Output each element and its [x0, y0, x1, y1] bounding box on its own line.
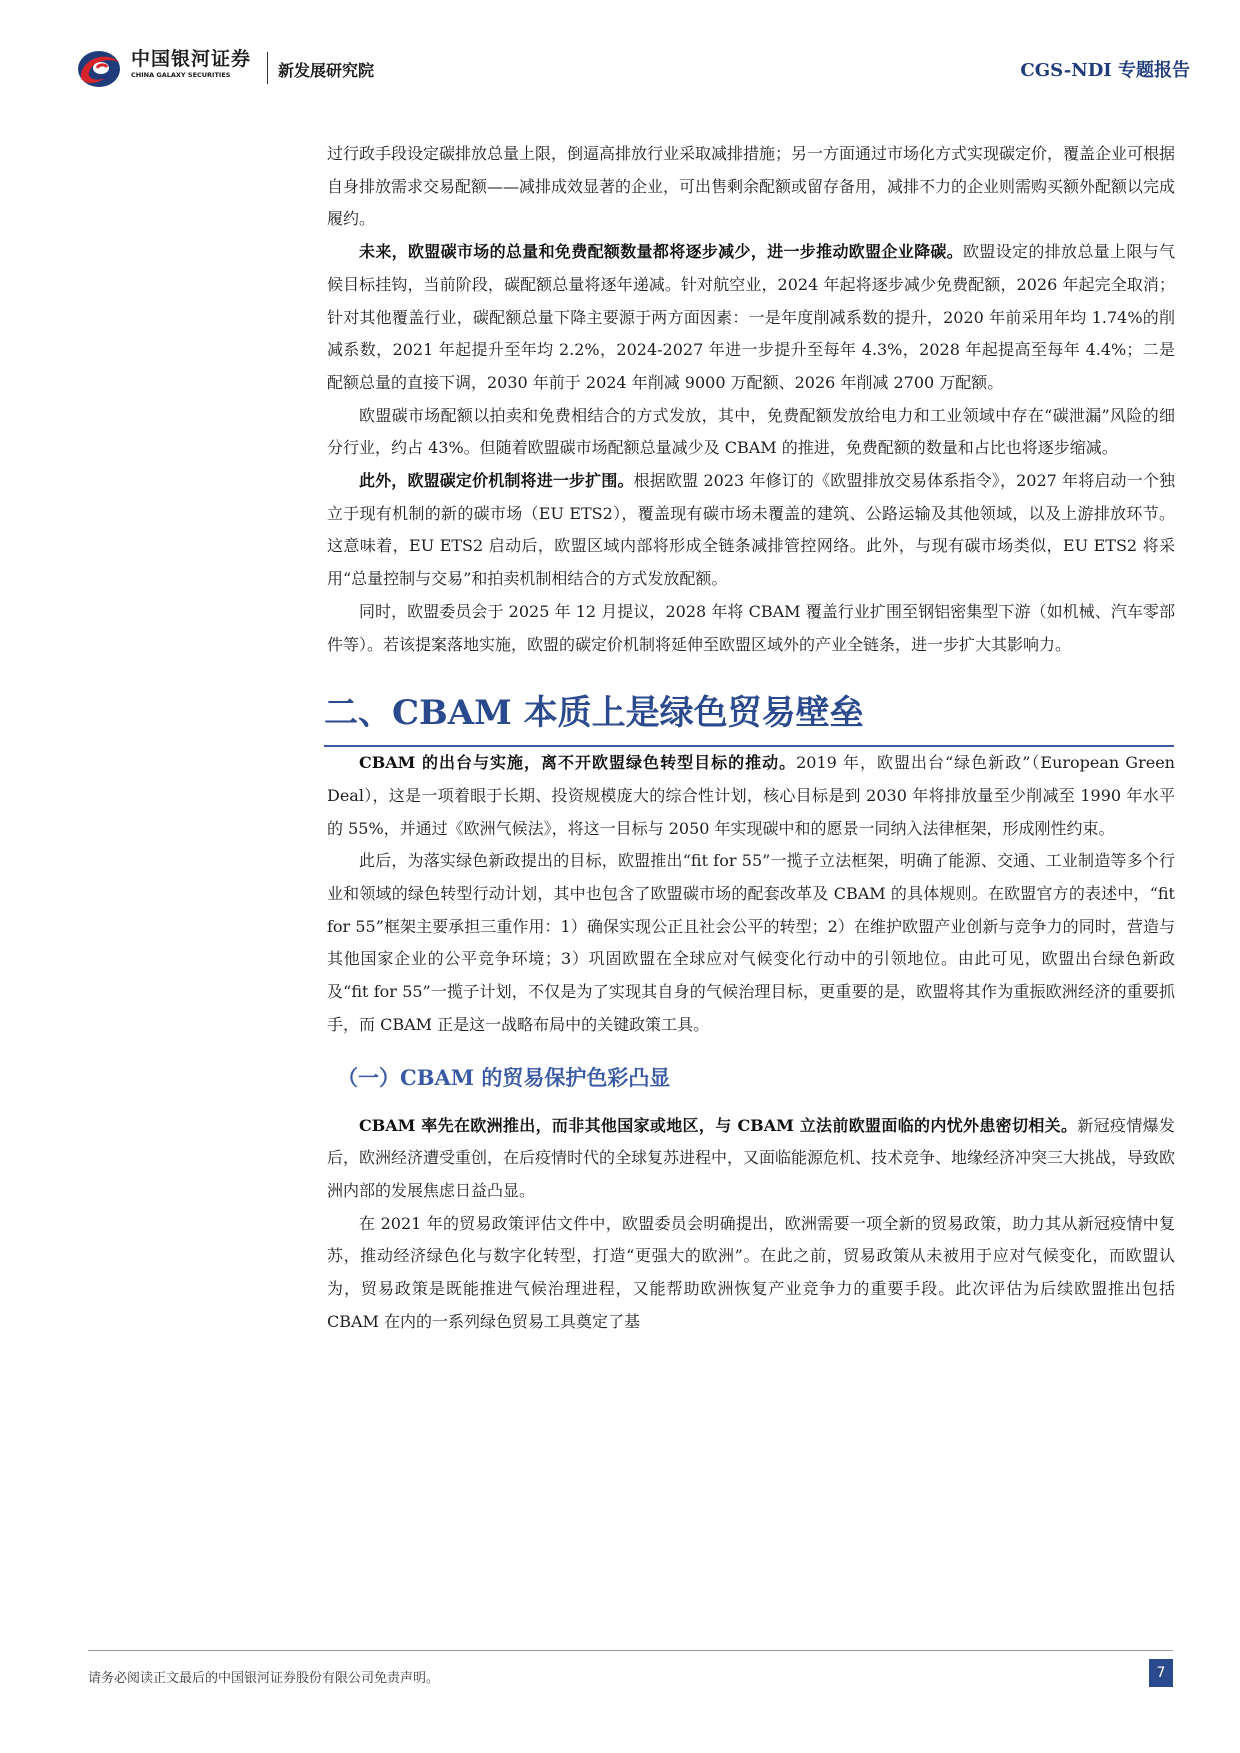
paragraph: CBAM 率先在欧洲推出，而非其他国家或地区，与 CBAM 立法前欧盟面临的内忧外患密切相关。新冠疫情爆发后，欧洲经济遭受重创，在后疫情时代的全球复苏进程中，又面临能源危机、技术竞争、地缘经济冲突三大挑战，导致欧洲内部的发展焦虑日益凸显。 [327, 1115, 1176, 1200]
section-heading: 二、CBAM 本质上是绿色贸易壁垒 [324, 687, 1174, 747]
brand-name-en: CHINA GALAXY SECURITIES [131, 71, 231, 79]
section-heading-wrap [324, 687, 1175, 747]
page-header [75, 44, 1190, 92]
department-name: 新发展研究院 [278, 61, 375, 80]
paragraph: 未来，欧盟碳市场的总量和免费配额数量都将逐步减少，进一步推动欧盟企业降碳。欧盟设定的排放总量上限与气候目标挂钩，当前阶段，碳配额总量将逐年递减。针对航空业，2024 年起将逐步减少免费配额，2026 年起完全取消；针对其他覆盖行业，碳配额总量下降主要源于两方面因素：一是年度削减系数的提升，2020 年前采用年均 1.74%的削减系数，2021 年起提升至年均 2.2%，2024-2027 年进一步提升至每年 4.3%，2028 年起提高至每年 4.4%；二是配额总量的直接下调，2030 年前于 2024 年削减 9000 万配额、2026 年削减 2700 万配额。 [327, 242, 1175, 392]
paragraph: 过行政手段设定碳排放总量上限，倒逼高排放行业采取减排措施；另一方面通过市场化方式实现碳定价，覆盖企业可根据自身排放需求交易配额——减排成效显著的企业，可出售剩余配额或留存备用，减排不力的企业则需购买额外配额以完成履约。 [327, 144, 1176, 229]
brand-divider [267, 52, 268, 84]
subsection-heading: （一）CBAM 的贸易保护色彩凸显 [337, 1064, 671, 1090]
paragraph: 在 2021 年的贸易政策评估文件中，欧盟委员会明确提出，欧洲需要一项全新的贸易政策，助力其从新冠疫情中复苏，推动经济绿色化与数字化转型，打造“更强大的欧洲”。在此之前，贸易政策从未被用于应对气候变化，而欧盟认为，贸易政策是既能推进气候治理进程，又能帮助欧洲恢复产业竞争力的重要手段。此次评估为后续欧盟推出包括 CBAM 在内的一系列绿色贸易工具奠定了基 [327, 1213, 1175, 1331]
paragraph-lead: 此外，欧盟碳定价机制将进一步扩围。 [359, 471, 634, 491]
paragraph-lead: CBAM 率先在欧洲推出，而非其他国家或地区，与 CBAM 立法前欧盟面临的内忧外患密切相关。 [359, 1115, 1078, 1135]
galaxy-logo-icon [75, 48, 123, 90]
brand-name-cn: 中国银河证券 [131, 48, 252, 70]
paragraph: 同时，欧盟委员会于 2025 年 12 月提议，2028 年将 CBAM 覆盖行业扩围至钢铝密集型下游（如机械、汽车零部件等）。若该提案落地实施，欧盟的碳定价机制将延伸至欧盟区域外的产业全链条，进一步扩大其影响力。 [327, 601, 1175, 654]
brand [131, 48, 251, 80]
paragraph: 此后，为落实绿色新政提出的目标，欧盟推出“fit for 55”一揽子立法框架，明确了能源、交通、工业制造等多个行业和领域的绿色转型行动计划，其中也包含了欧盟碳市场的配套改革及 CBAM 的具体规则。在欧盟官方的表述中，“fit for 55”框架主要承担三重作用：1）确保实现公正且社会公平的转型；2）在维护欧盟产业创新与竞争力的同时，营造与其他国家企业的公平竞争环境；3）巩固欧盟在全球应对气候变化行动中的引领地位。由此可见，欧盟出台绿色新政及“fit for 55”一揽子计划，不仅是为了实现其自身的气候治理目标，更重要的是，欧盟将其作为重振欧洲经济的重要抓手，而 CBAM 正是这一战略布局中的关键政策工具。 [327, 851, 1175, 1034]
disclaimer: 请务必阅读正文最后的中国银河证券股份有限公司免责声明。 [88, 1671, 440, 1686]
paragraph: CBAM 的出台与实施，离不开欧盟绿色转型目标的推动。2019 年，欧盟出台“绿色新政”（European Green Deal），这是一项着眼于长期、投资规模庞大的综合性计划，核心目标是到 2030 年将排放量至少削减至 1990 年水平的 55%，并通过《欧洲气候法》，将这一目标与 2050 年实现碳中和的愿景一同纳入法律框架，形成刚性约束。 [327, 753, 1175, 838]
report-type: CGS-NDI 专题报告 [1020, 60, 1190, 81]
paragraph-lead: 未来，欧盟碳市场的总量和免费配额数量都将逐步减少，进一步推动欧盟企业降碳。 [359, 242, 964, 262]
page-footer [88, 1650, 1173, 1687]
document-body [324, 138, 1176, 1339]
page-number: 7 [1149, 1659, 1173, 1687]
paragraph-lead: CBAM 的出台与实施，离不开欧盟绿色转型目标的推动。 [359, 753, 797, 773]
paragraph: 此外，欧盟碳定价机制将进一步扩围。根据欧盟 2023 年修订的《欧盟排放交易体系指令》，2027 年将启动一个独立于现有机制的新的碳市场（EU ETS2），覆盖现有碳市场未覆盖的建筑、公路运输及其他领域，以及上游排放环节。这意味着，EU ETS2 启动后，欧盟区域内部将形成全链条减排管控网络。此外，与现有碳市场类似，EU ETS2 将采用“总量控制与交易”和拍卖机制相结合的方式发放配额。 [327, 471, 1175, 589]
section-body [327, 747, 1175, 1338]
paragraph: 欧盟碳市场配额以拍卖和免费相结合的方式发放，其中，免费配额发放给电力和工业领域中存在“碳泄漏”风险的细分行业，约占 43%。但随着欧盟碳市场配额总量减少及 CBAM 的推进，免费配额的数量和占比也将逐步缩减。 [327, 405, 1175, 458]
